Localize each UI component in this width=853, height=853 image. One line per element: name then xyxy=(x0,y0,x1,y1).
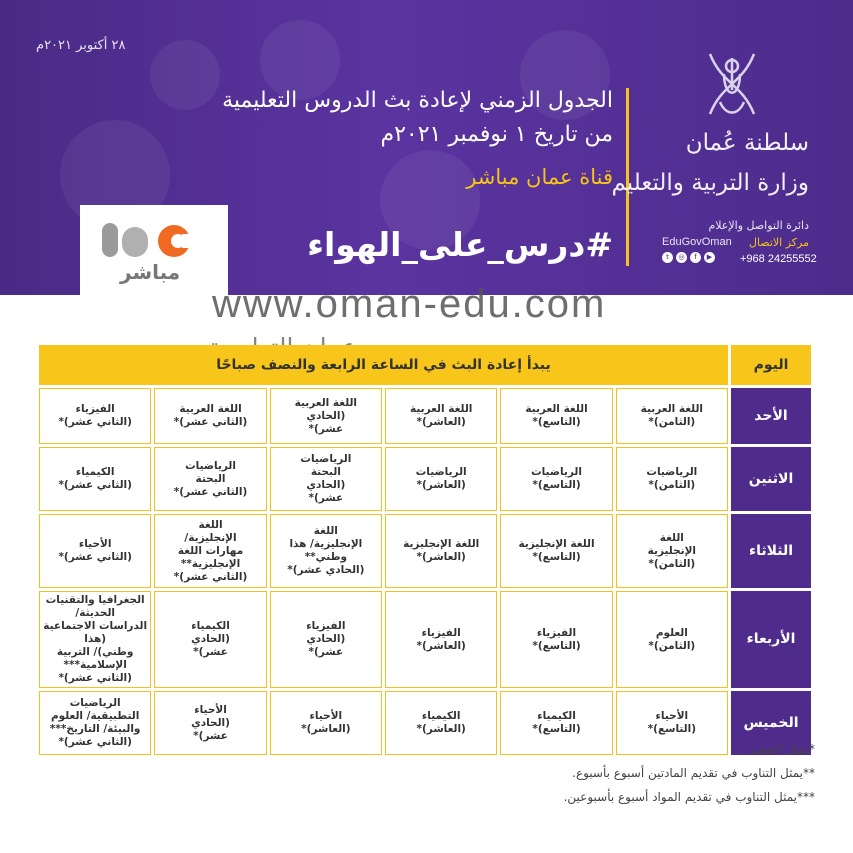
phone-number: +968 24255552 xyxy=(740,253,817,265)
sultanate-name: سلطنة عُمان xyxy=(685,130,809,156)
day-cell xyxy=(731,447,811,511)
subject-text: (العاشر)* xyxy=(416,479,466,491)
subject-text: اللغة العربية xyxy=(179,403,242,415)
subject-cell xyxy=(39,591,151,688)
subject-text: (الثامن)* xyxy=(648,416,696,428)
subject-cell xyxy=(154,591,266,688)
subject-cell xyxy=(39,514,151,588)
subject-cell xyxy=(385,388,497,444)
subject-text: اللغة xyxy=(659,531,684,544)
subject-text: (الثاني عشر)* xyxy=(173,485,248,498)
subject-text: الإنجليزية xyxy=(647,544,696,557)
subject-cell xyxy=(154,691,266,755)
subject-text: الفيزياء xyxy=(75,403,115,415)
subject-text: (الحادي xyxy=(306,633,346,645)
subject-text: الرياضيات التطبيقية/ العلوم xyxy=(50,697,140,722)
subject-text: اللغة xyxy=(198,518,223,531)
subject-text: اللغة العربية xyxy=(640,403,704,415)
subject-text: الكيمياء xyxy=(537,710,576,722)
subject-text: الفيزياء xyxy=(306,620,346,632)
subject-text: الكيمياء xyxy=(191,620,230,632)
subject-text: البحتة xyxy=(195,472,226,485)
social-handle: EduGovOman xyxy=(662,236,732,248)
subject-text: وطني)/ التربية الإسلامية*** xyxy=(56,646,134,671)
subject-text: (الثاني عشر)* xyxy=(58,416,132,428)
day-label: الأربعاء xyxy=(746,631,796,647)
youtube-icon: ▶ xyxy=(704,252,715,263)
instagram-icon: ◎ xyxy=(676,252,687,263)
subject-text: (التاسع)* xyxy=(532,479,581,491)
subject-text: الرياضيات xyxy=(415,466,467,478)
subject-text: (الثاني عشر)* xyxy=(58,551,132,563)
subject-text: اللغة العربية xyxy=(409,403,473,415)
subject-text: الرياضيات xyxy=(646,466,698,478)
subject-text: (العاشر)* xyxy=(301,723,351,735)
subject-text: مهارات اللغة xyxy=(177,544,244,557)
subject-text: (العاشر)* xyxy=(416,639,466,652)
subject-cell xyxy=(39,447,151,511)
table-row xyxy=(39,447,811,511)
subject-cell xyxy=(270,447,382,511)
subject-cell xyxy=(154,388,266,444)
subject-text: الرياضيات xyxy=(531,466,582,478)
subject-cell xyxy=(270,691,382,755)
table-row xyxy=(39,514,811,588)
subject-text: الإنجليزية/ xyxy=(184,531,237,544)
subject-text: اللغة العربية xyxy=(294,396,358,409)
subject-cell xyxy=(39,691,151,755)
subject-text: (التاسع)* xyxy=(532,723,581,735)
hashtag: #درس_على_الهواء xyxy=(307,225,613,264)
schedule-body xyxy=(39,388,811,755)
twitter-icon: t xyxy=(662,252,673,263)
subject-text: (الثاني عشر)* xyxy=(58,672,132,684)
table-row xyxy=(39,591,811,688)
oman-tv-logo-mark-icon xyxy=(98,217,210,261)
broadcast-time-header: يبدأ إعادة البث في الساعة الرابعة والنصف صباحًا xyxy=(39,345,728,385)
subject-text: الأحياء xyxy=(78,538,112,550)
department-name: دائرة التواصل والإعلام xyxy=(708,219,809,232)
subject-text: والبيئة/ التاريخ*** xyxy=(49,723,141,735)
subject-cell xyxy=(154,447,266,511)
day-cell xyxy=(731,514,811,588)
subject-cell xyxy=(270,514,382,588)
subject-text: عشر)* xyxy=(308,646,344,658)
subject-text: الرياضيات xyxy=(185,459,236,472)
subject-text: (الثامن)* xyxy=(648,557,696,570)
subject-text: الأحياء xyxy=(655,710,689,722)
subject-text: (التاسع)* xyxy=(647,723,697,735)
subject-cell xyxy=(270,591,382,688)
subject-text: الكيمياء xyxy=(421,710,461,722)
subject-text: وطني** xyxy=(304,551,347,563)
day-label: الأحد xyxy=(754,407,788,424)
subject-text: الفيزياء xyxy=(536,626,577,639)
subject-text: (العاشر)* xyxy=(416,416,466,428)
title-line-2: من تاريخ ١ نوفمبر ٢٠٢١م xyxy=(380,122,613,147)
footnote-3: ***يمثل التناوب في تقديم المواد أسبوع بأسبوعين. xyxy=(563,790,815,804)
subject-cell xyxy=(616,514,728,588)
subject-text: الكيمياء xyxy=(75,466,115,478)
footnote-1: *يمثل الصف. xyxy=(748,742,815,756)
subject-text: البحتة xyxy=(310,466,341,478)
subject-text: اللغة xyxy=(313,525,338,537)
subject-cell xyxy=(616,591,728,688)
subject-cell xyxy=(385,514,497,588)
day-label: الاثنين xyxy=(748,470,794,487)
subject-text: عشر)* xyxy=(308,422,344,435)
subject-cell xyxy=(500,591,612,688)
channel-name: قناة عمان مباشر xyxy=(466,165,613,189)
subject-text: (التاسع)* xyxy=(532,639,581,652)
subject-text: (التاسع)* xyxy=(532,551,581,563)
subject-text: الإنجليزية** xyxy=(180,557,241,570)
subject-cell xyxy=(154,514,266,588)
subject-cell xyxy=(500,388,612,444)
subject-text: (الحادي xyxy=(191,633,230,645)
subject-text: (الثامن)* xyxy=(648,479,696,491)
publish-date: ٢٨ أكتوبر ٢٠٢١م xyxy=(36,38,126,53)
subject-text: (الثاني عشر)* xyxy=(173,570,248,583)
subject-text: (الحادي xyxy=(306,409,346,422)
national-emblem-icon xyxy=(702,44,762,124)
subject-text: الدراسات الاجتماعية (هذا xyxy=(43,620,148,645)
schedule-table xyxy=(36,342,814,758)
subject-cell xyxy=(616,447,728,511)
subject-text: (الحادي عشر)* xyxy=(287,564,365,576)
day-cell xyxy=(731,388,811,444)
footnotes xyxy=(564,737,815,809)
subject-cell xyxy=(500,514,612,588)
subject-text: عشر)* xyxy=(193,729,228,742)
subject-cell xyxy=(500,447,612,511)
subject-text: (الثاني عشر)* xyxy=(58,479,132,491)
subject-text: (العاشر)* xyxy=(416,551,466,563)
oman-tv-logo xyxy=(80,205,228,295)
logo-word: مباشر xyxy=(120,260,181,284)
subject-text: اللغة الإنجليزية xyxy=(403,538,480,550)
day-column-header: اليوم xyxy=(731,345,811,385)
schedule-table-wrapper xyxy=(36,342,814,758)
subject-cell xyxy=(385,591,497,688)
ministry-name: وزارة التربية والتعليم xyxy=(611,170,809,196)
header-banner xyxy=(0,0,853,295)
contact-center-label: مركز الاتصال xyxy=(748,236,809,249)
subject-text: (الثاني عشر)* xyxy=(58,736,132,748)
facebook-icon: f xyxy=(690,252,701,263)
table-row xyxy=(39,388,811,444)
subject-text: (الثامن)* xyxy=(648,639,696,652)
watermark-url: www.oman-edu.com xyxy=(212,282,607,326)
subject-text: العلوم xyxy=(655,626,688,639)
day-cell xyxy=(731,591,811,688)
subject-cell xyxy=(39,388,151,444)
day-label: الثلاثاء xyxy=(748,542,794,559)
title-line-1: الجدول الزمني لإعادة بث الدروس التعليمية xyxy=(222,88,613,113)
subject-text: (الحادي xyxy=(306,479,346,491)
subject-cell xyxy=(616,388,728,444)
subject-text: الأحياء xyxy=(194,703,227,716)
subject-text: (العاشر)* xyxy=(416,723,466,735)
day-label: الخميس xyxy=(743,714,799,731)
subject-text: (التاسع)* xyxy=(532,416,581,428)
subject-text: الأحياء xyxy=(309,710,343,722)
subject-text: الرياضيات xyxy=(300,453,352,465)
footnote-2: **يمثل التناوب في تقديم المادتين أسبوع بأسبوع. xyxy=(572,766,815,780)
subject-text: عشر)* xyxy=(193,646,228,658)
subject-text: اللغة العربية xyxy=(525,403,588,415)
subject-cell xyxy=(385,447,497,511)
subject-text: عشر)* xyxy=(308,492,344,504)
subject-text: اللغة الإنجليزية xyxy=(518,538,595,550)
social-icons xyxy=(662,252,715,263)
subject-cell xyxy=(385,691,497,755)
subject-text: (الحادي xyxy=(191,716,230,729)
subject-text: (الثاني عشر)* xyxy=(173,416,248,428)
subject-cell xyxy=(270,388,382,444)
subject-text: الإنجليزية/ هذا xyxy=(289,538,363,550)
subject-text: الفيزياء xyxy=(421,626,461,639)
subject-text: الجغرافيا والتقنيات الحديثة/ xyxy=(45,594,145,619)
